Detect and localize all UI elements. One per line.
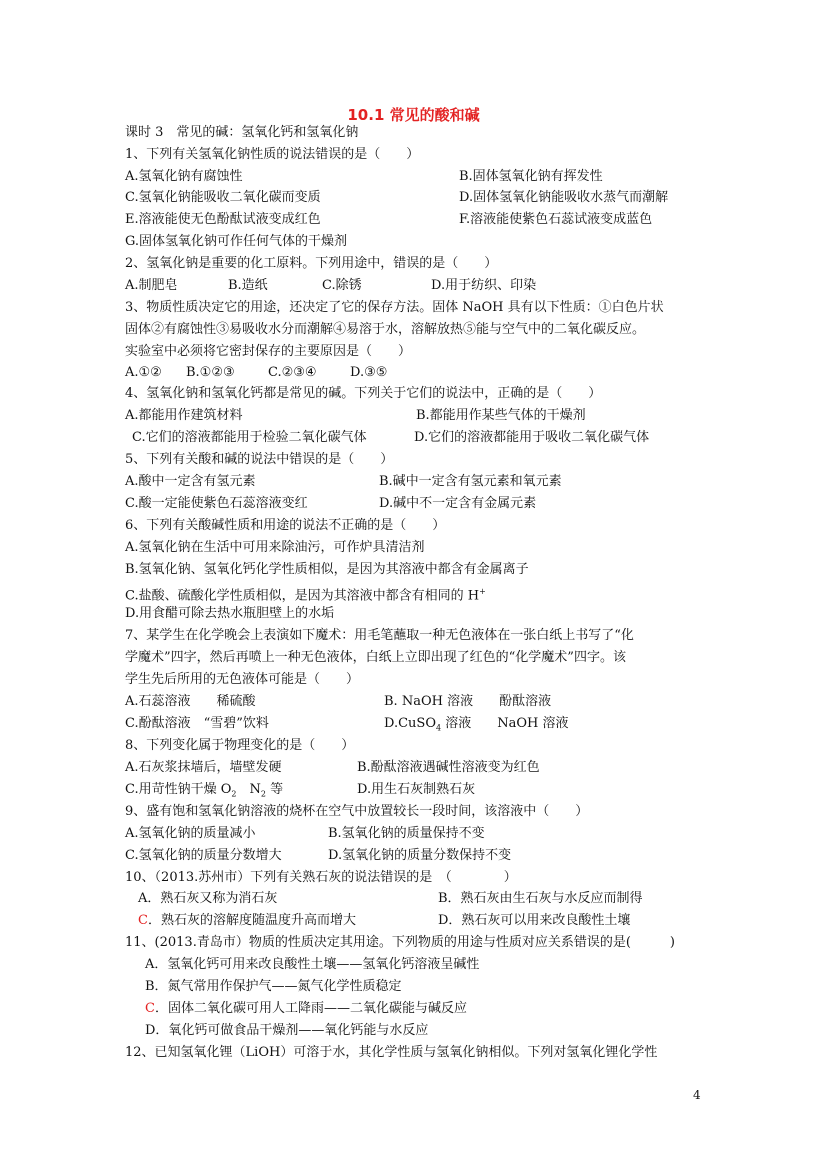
- q10-option-a: A．熟石灰又称为消石灰: [138, 891, 278, 906]
- q11-option-b: B．氮气常用作保护气——氮气化学性质稳定: [145, 979, 402, 994]
- q10-option-b: B．熟石灰由生石灰与水反应而制得: [438, 891, 643, 906]
- q8-option-c-subscript-2: 2: [260, 789, 266, 799]
- q11-option-a: A．氢氧化钙可用来改良酸性土壤——氢氧化钙溶液呈碱性: [145, 957, 480, 972]
- q3-option-d: D.③⑤: [350, 365, 388, 380]
- q1-option-d: D.固体氢氧化钠能吸收水蒸气而潮解: [459, 190, 669, 205]
- q7-option-c: C.酚酞溶液 “雪碧”饮料: [125, 716, 269, 731]
- q8-option-a: A.石灰浆抹墙后，墙壁发硬: [125, 760, 282, 775]
- q3-line-2: 固体②有腐蚀性③易吸收水分而潮解④易溶于水，溶解放热⑤能与空气中的二氧化碳反应。: [125, 322, 646, 337]
- q4-stem: 4、氢氧化钠和氢氧化钙都是常见的碱。下列关于它们的说法中，正确的是（ ）: [125, 386, 602, 401]
- q4-option-c: C.它们的溶液都能用于检验二氧化碳气体: [132, 430, 367, 445]
- q8-option-c-subscript-1: 2: [231, 789, 237, 799]
- q11-stem: 11、(2013.青岛市）物质的性质决定其用途。下列物质的用途与性质对应关系错误的是( ): [125, 935, 675, 950]
- q10-option-c: [138, 913, 356, 929]
- q3-option-c: C.②③④: [268, 365, 317, 380]
- q2-option-c: C.除锈: [322, 278, 362, 293]
- q8-option-c-suffix: 等: [265, 782, 284, 797]
- q5-stem: 5、下列有关酸和碱的说法中错误的是（ ）: [125, 452, 394, 467]
- q2-option-b: B.造纸: [228, 278, 268, 293]
- q3-line-3: 实验室中必须将它密封保存的主要原因是（ ）: [125, 344, 412, 359]
- q4-option-a: A.都能用作建筑材料: [125, 408, 243, 423]
- q8-option-c-middle: N: [236, 782, 261, 797]
- q9-option-d: D.氢氧化钠的质量分数保持不变: [328, 848, 512, 863]
- q9-option-a: A.氢氧化钠的质量减小: [125, 826, 256, 841]
- q10-option-c-text: ．熟石灰的溶解度随温度升高而增大: [147, 913, 356, 928]
- q5-option-a: A.酸中一定含有氢元素: [125, 474, 256, 489]
- q1-option-f: F.溶液能使紫色石蕊试液变成蓝色: [459, 212, 653, 227]
- q12-stem: 12、已知氢氧化锂（LiOH）可溶于水，其化学性质与氢氧化钠相似。下列对氢氧化锂化学性: [125, 1045, 658, 1060]
- q3-option-b: B.①②③: [186, 365, 235, 380]
- q1-option-e: E.溶液能使无色酚酞试液变成红色: [125, 212, 321, 227]
- q7-line-3: 学生先后所用的无色液体可能是（ ）: [125, 672, 360, 687]
- q5-option-d: D.碱中不一定含有金属元素: [379, 496, 537, 511]
- q6-option-c: [125, 584, 486, 604]
- q2-option-d: D.用于纺织、印染: [431, 278, 537, 293]
- q1-option-b: B.固体氢氧化钠有挥发性: [459, 169, 603, 184]
- page-number: 4: [693, 1088, 701, 1102]
- q7-option-d-suffix: 溶液 NaOH 溶液: [441, 716, 569, 731]
- q10-option-d: D．熟石灰可以用来改良酸性土壤: [438, 913, 631, 928]
- q6-option-c-superscript: +: [479, 587, 486, 596]
- q10-stem: 10、（2013.苏州市）下列有关熟石灰的说法错误的是 （ ）: [125, 870, 517, 885]
- q6-stem: 6、下列有关酸碱性质和用途的说法不正确的是（ ）: [125, 518, 446, 533]
- q2-option-a: A.制肥皂: [125, 278, 178, 293]
- q11-option-c-letter: C: [145, 1001, 155, 1016]
- q7-option-d-subscript: 4: [435, 723, 442, 733]
- q7-option-b: B. NaOH 溶液 酚酞溶液: [384, 694, 552, 709]
- q1-option-a: A.氢氧化钠有腐蚀性: [125, 169, 243, 184]
- q7-option-d-prefix: D.CuSO: [384, 716, 436, 731]
- q11-option-c: [145, 1001, 467, 1017]
- q8-stem: 8、下列变化属于物理变化的是（ ）: [125, 738, 355, 753]
- q6-option-a: A.氢氧化钠在生活中可用来除油污，可作炉具清洁剂: [125, 540, 425, 555]
- q5-option-b: B.碱中一定含有氢元素和氧元素: [379, 474, 562, 489]
- q2-stem: 2、氢氧化钠是重要的化工原料。下列用途中，错误的是（ ）: [125, 256, 498, 271]
- q1-option-g: G.固体氢氧化钠可作任何气体的干燥剂: [125, 234, 348, 249]
- q11-option-d: D．氧化钙可做食品干燥剂——氧化钙能与水反应: [145, 1023, 429, 1038]
- q1-stem: 1、下列有关氢氧化钠性质的说法错误的是（ ）: [125, 147, 420, 162]
- q3-line-1: 3、物质性质决定它的用途，还决定了它的保存方法。固体 NaOH 具有以下性质：①白色片状: [125, 300, 664, 315]
- lesson-heading: 课时 3 常见的碱：氢氧化钙和氢氧化钠: [125, 125, 359, 140]
- q9-option-c: C.氢氧化钠的质量分数增大: [125, 848, 282, 863]
- q9-stem: 9、盛有饱和氢氧化钠溶液的烧杯在空气中放置较长一段时间，该溶液中（ ）: [125, 804, 589, 819]
- q11-option-c-text: ．固体二氧化碳可用人工降雨——二氧化碳能与碱反应: [154, 1001, 467, 1016]
- q6-option-d: D.用食醋可除去热水瓶胆壁上的水垢: [125, 606, 335, 621]
- q5-option-c: C.酸一定能使紫色石蕊溶液变红: [125, 496, 308, 511]
- q4-option-d: D.它们的溶液都能用于吸收二氧化碳气体: [414, 430, 650, 445]
- q7-option-d: [384, 716, 568, 737]
- q1-option-c: C.氢氧化钠能吸收二氧化碳而变质: [125, 190, 321, 205]
- q6-option-b: B.氢氧化钠、氢氧化钙化学性质相似，是因为其溶液中都含有金属离子: [125, 562, 529, 577]
- q7-line-1: 7、某学生在化学晚会上表演如下魔术：用毛笔蘸取一种无色液体在一张白纸上书写了“化: [125, 628, 634, 643]
- q7-option-a: A.石蕊溶液 稀硫酸: [125, 694, 256, 709]
- q10-option-c-letter: C: [138, 913, 148, 928]
- q7-line-2: 学魔术”四字，然后再喷上一种无色液体，白纸上立即出现了红色的“化学魔术”四字。该: [125, 650, 626, 665]
- q6-option-c-text: C.盐酸、硫酸化学性质相似，是因为其溶液中都含有相同的 H: [125, 588, 480, 604]
- q8-option-c: [125, 782, 283, 803]
- page-title: 10.1 常见的酸和碱: [347, 106, 480, 124]
- q8-option-b: B.酚酞溶液遇碱性溶液变为红色: [357, 760, 540, 775]
- q3-option-a: A.①②: [125, 365, 162, 380]
- q8-option-d: D.用生石灰制熟石灰: [357, 782, 476, 797]
- q8-option-c-prefix: C.用苛性钠干燥 O: [125, 782, 232, 797]
- q9-option-b: B.氢氧化钠的质量保持不变: [328, 826, 485, 841]
- q4-option-b: B.都能用作某些气体的干燥剂: [416, 408, 586, 423]
